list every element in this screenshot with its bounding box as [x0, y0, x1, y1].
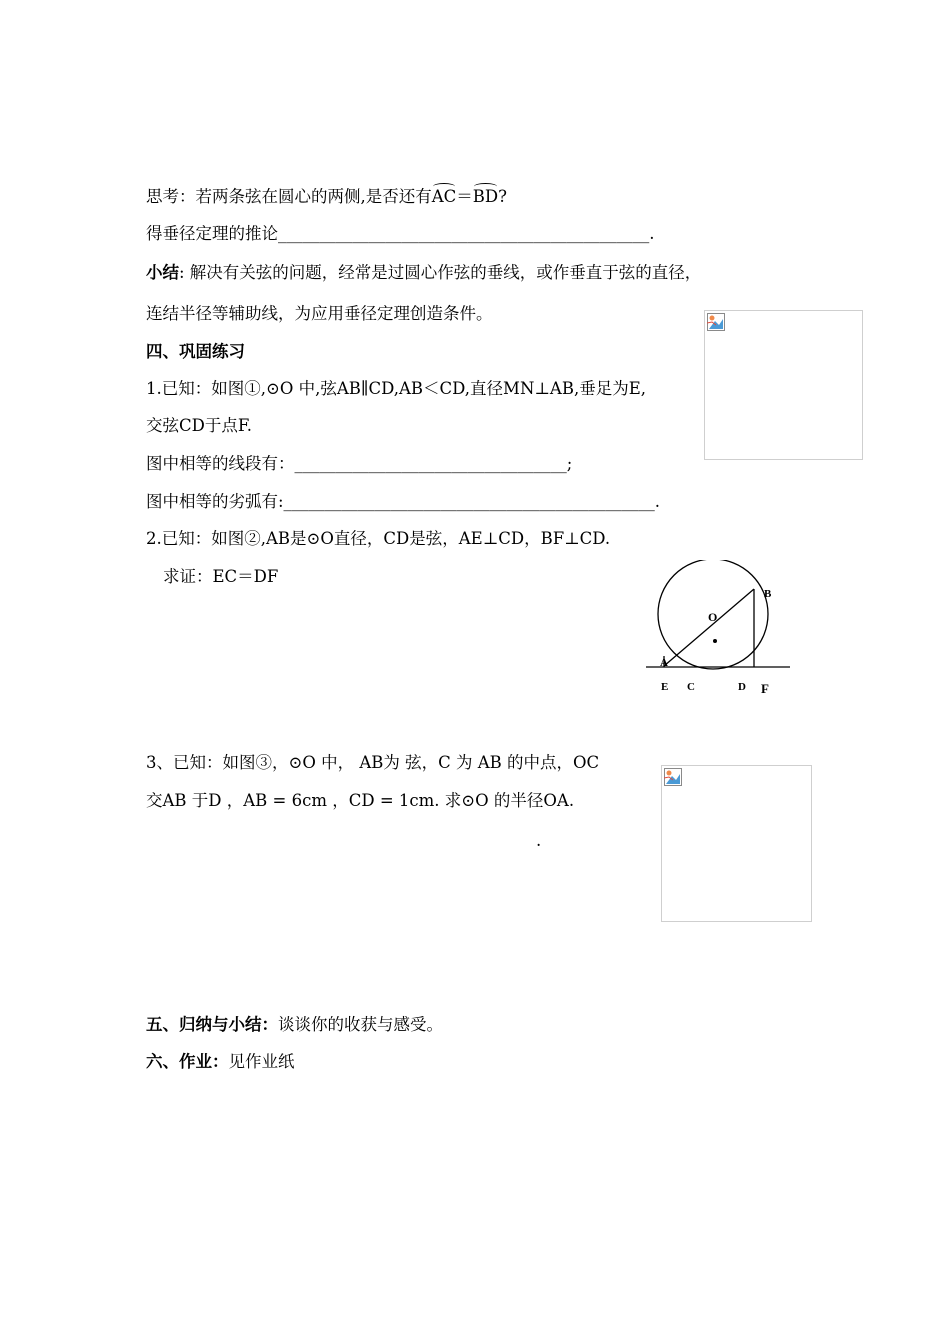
- figure1-image-placeholder: [704, 310, 863, 460]
- think-prefix: 思考：若两条弦在圆心的两侧,是否还有: [146, 187, 432, 206]
- think-eq: ＝: [456, 187, 473, 206]
- section5-text: 谈谈你的收获与感受。: [278, 1015, 443, 1034]
- section4-title: 四、巩固练习: [146, 342, 245, 361]
- label-e: E: [661, 681, 669, 693]
- arc-ac: AC: [431, 187, 457, 206]
- section6-text: 见作业纸: [228, 1052, 295, 1071]
- ex1-line-4: 图中相等的劣弧有:_____________________________________________.: [146, 492, 661, 511]
- section5-title: 五、归纳与小结：: [146, 1015, 278, 1034]
- label-c: C: [687, 681, 695, 693]
- ex3-line-1: 3、已知：如图③，⊙O 中， AB为 弦，C 为 AB 的中点，OC: [146, 753, 600, 772]
- diameter-ab: [664, 589, 754, 666]
- label-a: A: [660, 657, 668, 669]
- ex2-line-1: 2.已知：如图②,AB是⊙O直径，CD是弦，AE⊥CD，BF⊥CD.: [146, 529, 611, 548]
- center-dot: [713, 639, 717, 643]
- ex2-line-2: 求证：EC＝DF: [163, 567, 279, 586]
- figure2-diagram: [640, 560, 800, 700]
- think-line: [146, 186, 507, 208]
- section5-line: [146, 1014, 443, 1036]
- corollary-text: 得垂径定理的推论: [146, 224, 278, 243]
- ex3-line-2: 交AB 于D ，AB = 6cm ，CD = 1cm. 求⊙O 的半径OA.: [146, 791, 575, 810]
- figure3-image-placeholder: [661, 765, 812, 922]
- ex1-line-2: 交弦CD于点F.: [146, 416, 252, 435]
- corollary-line: [146, 223, 655, 245]
- broken-image-icon: [707, 313, 725, 331]
- corollary-end: .: [649, 224, 655, 243]
- label-d: D: [738, 681, 746, 693]
- label-b: B: [764, 588, 772, 600]
- label-f: F: [761, 681, 769, 696]
- ex3-dot: .: [536, 831, 542, 850]
- corollary-blank: _____________________________________________: [278, 224, 650, 243]
- broken-image-icon: [664, 768, 682, 786]
- ex1-line-1: 1.已知：如图①,⊙O 中,弦AB∥CD,AB＜CD,直径MN⊥AB,垂足为E,: [146, 379, 646, 398]
- section6-title: 六、作业：: [146, 1052, 229, 1071]
- summary-text-1: : 解决有关弦的问题，经常是过圆心作弦的垂线，或作垂直于弦的直径，: [179, 263, 702, 282]
- think-suffix: ?: [498, 187, 508, 206]
- summary-line-1: [146, 262, 701, 284]
- ex1-line-3: 图中相等的线段有：_________________________________;: [146, 454, 573, 473]
- summary-label: 小结: [146, 263, 179, 282]
- label-o: O: [708, 610, 718, 624]
- summary-line-2: 连结半径等辅助线，为应用垂径定理创造条件。: [146, 304, 493, 323]
- arc-bd: BD: [472, 187, 499, 206]
- section6-line: [146, 1051, 295, 1073]
